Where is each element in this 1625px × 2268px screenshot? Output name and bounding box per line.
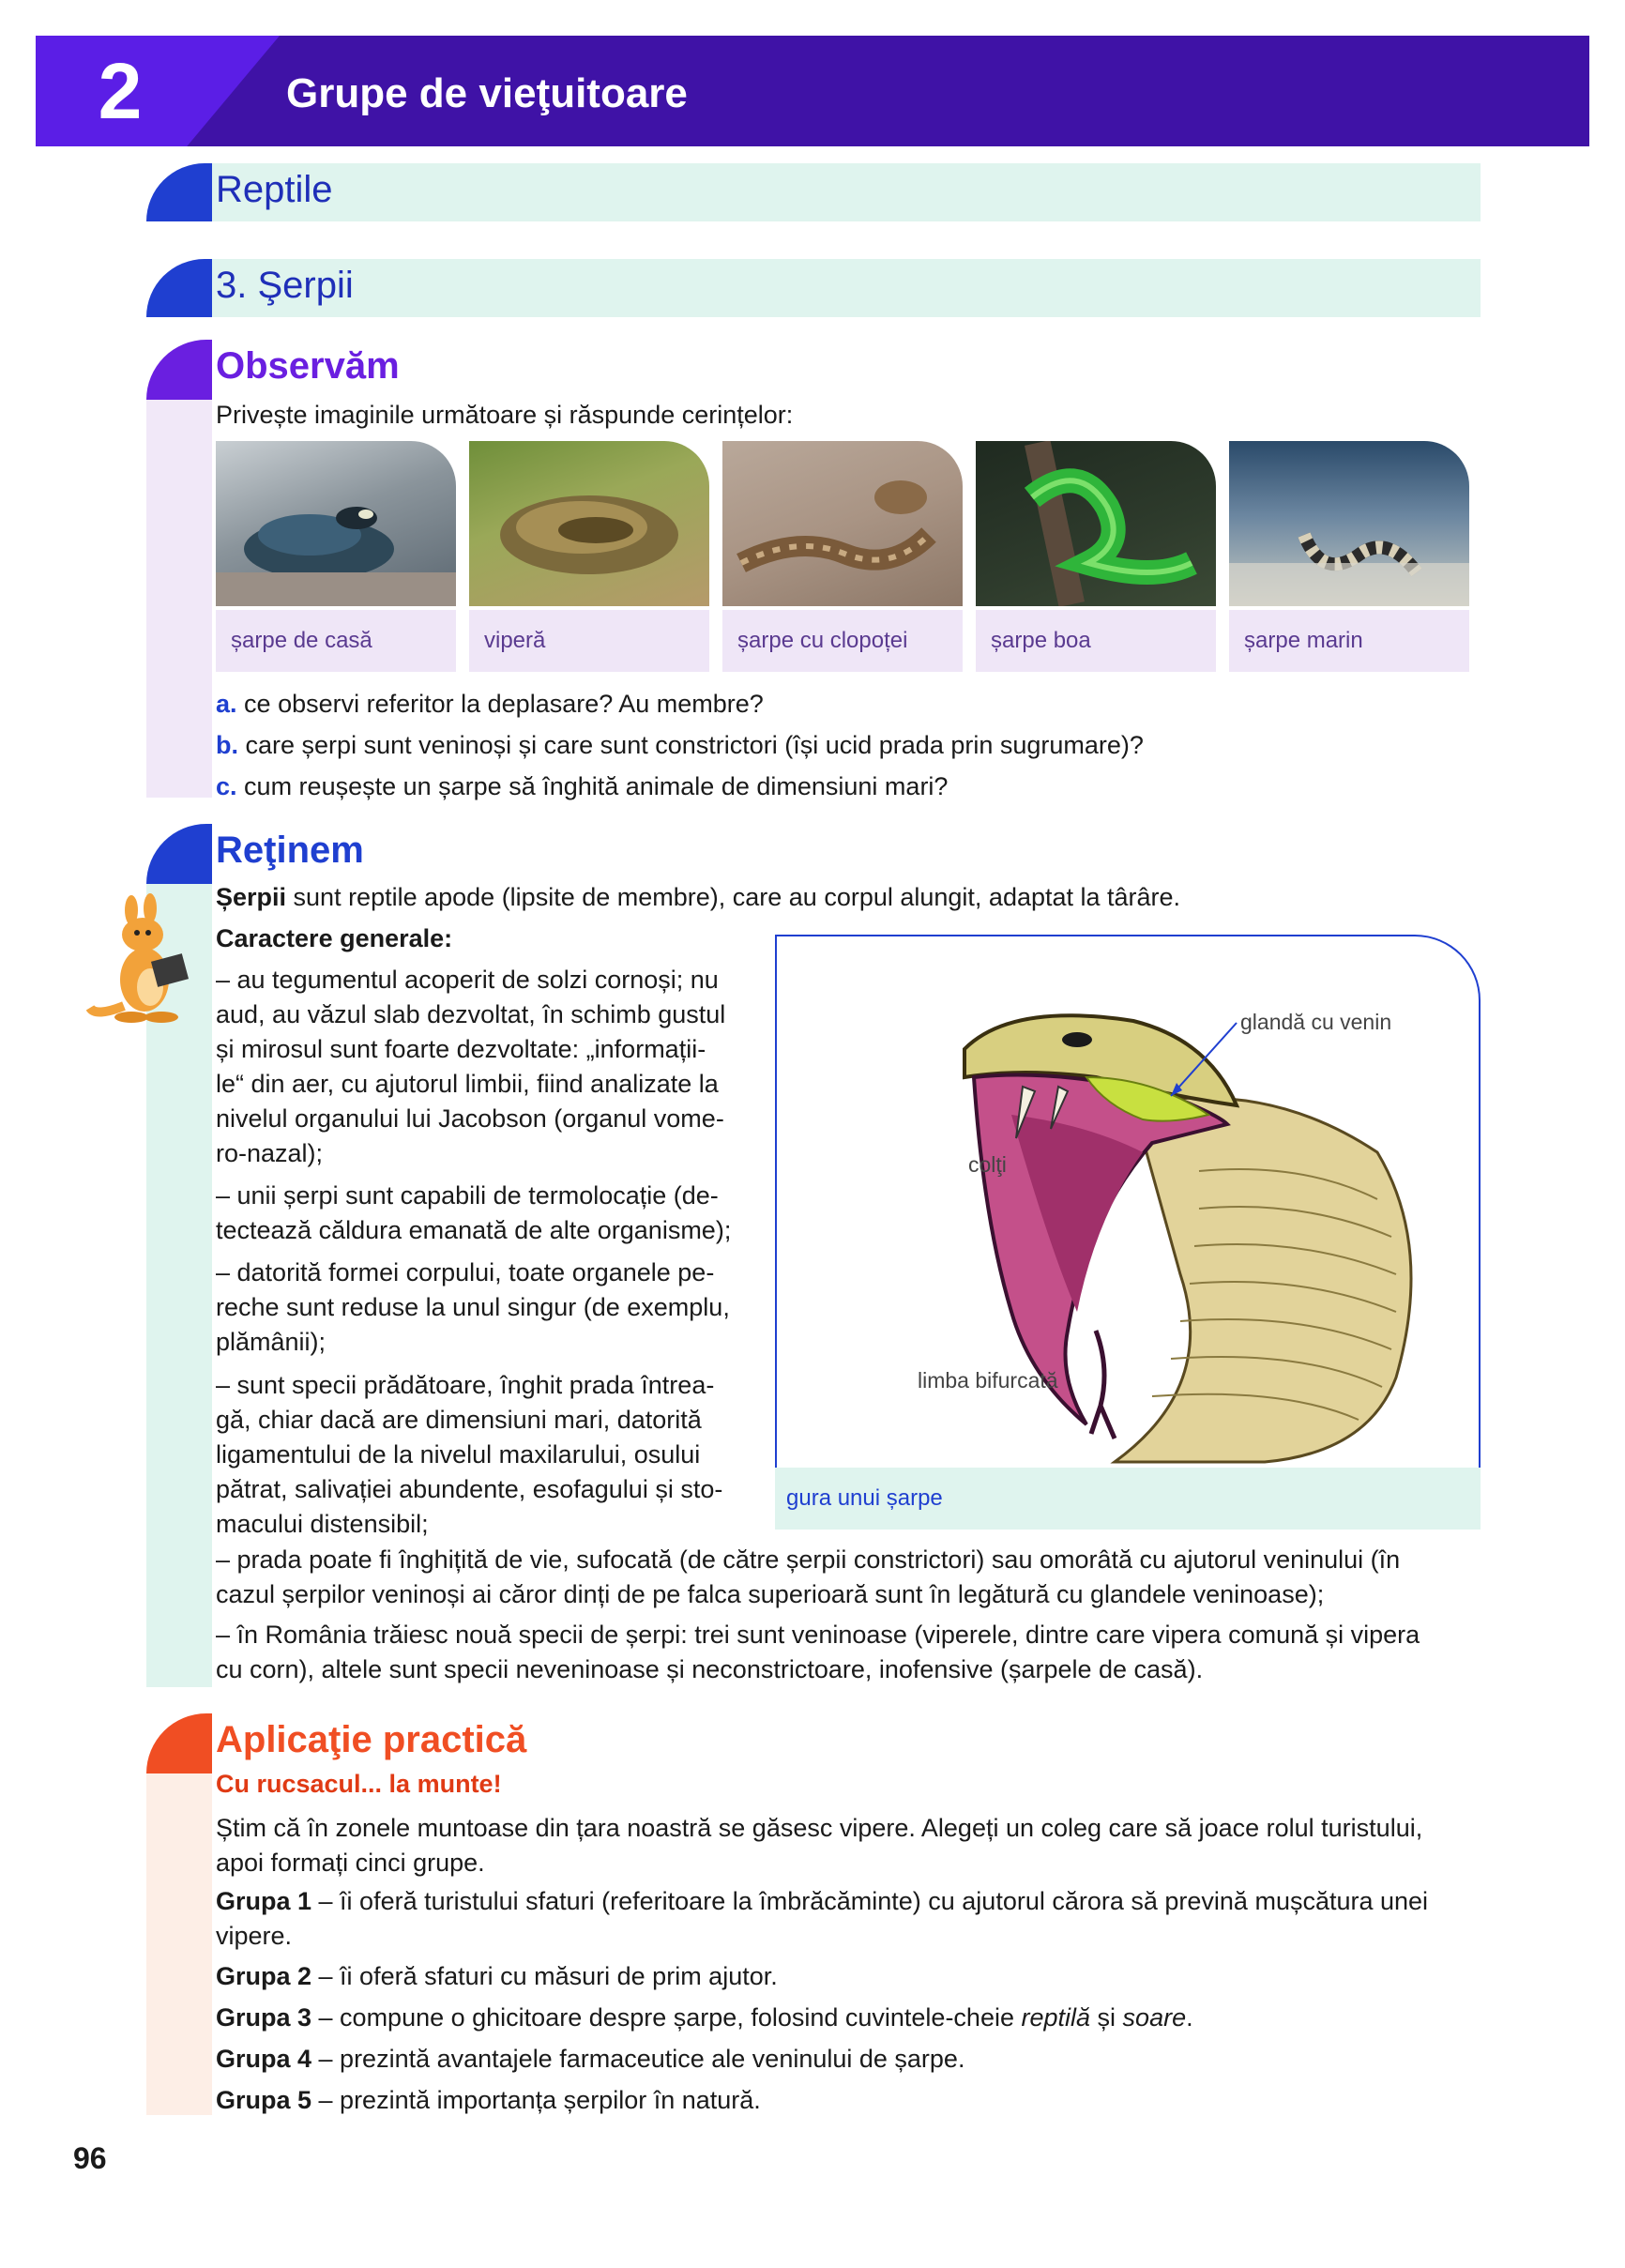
label-forked-tongue: limba bifurcată: [918, 1368, 1058, 1393]
chapter-title: Grupe de vieţuitoare: [286, 70, 688, 116]
group-5: [216, 2083, 761, 2118]
text-line: – au tegumentul acoperit de solzi cornoși; nu: [216, 966, 719, 994]
text-line: – în România trăiesc nouă specii de șerpi: trei sunt veninoase (viperele, dintre care vipera comună și vipera: [216, 1621, 1420, 1649]
observam-tab: [146, 340, 212, 400]
question-b: [216, 728, 1144, 763]
trait-paragraph-4: [216, 1368, 760, 1542]
label-fangs: colţi: [968, 1152, 1007, 1177]
question-text: ce observi referitor la deplasare? Au membre?: [244, 690, 764, 718]
text-line: cu corn), altele sunt specii neveninoase și neconstrictoare, inofensive (șarpele de casă).: [216, 1655, 1204, 1683]
group-label: Grupa 4: [216, 2045, 312, 2073]
text-line: – prezintă importanța șerpilor în natură.: [311, 2086, 761, 2114]
text-line: – prezintă avantajele farmaceutice ale veninului de șarpe.: [311, 2045, 965, 2073]
text-line: și: [1090, 2003, 1123, 2032]
caption-sarpe-de-casa: șarpe de casă: [216, 610, 456, 672]
rattlesnake-photo: [722, 441, 963, 606]
question-letter: b.: [216, 731, 238, 759]
text-line: – sunt specii prădătoare, înghit prada întrea-: [216, 1371, 715, 1399]
retinem-intro: [216, 880, 1180, 915]
trait-paragraph-6: [216, 1618, 1420, 1687]
text-line: aud, au văzul slab dezvoltat, în schimb gustul: [216, 1000, 726, 1028]
group-4: [216, 2042, 964, 2077]
question-text: cum reușește un șarpe să înghită animale de dimensiuni mari?: [244, 772, 949, 800]
text-line: nivelul organului lui Jacobson (organul vome-: [216, 1104, 724, 1133]
grass-snake-icon: [216, 441, 456, 606]
group-label: Grupa 5: [216, 2086, 312, 2114]
retinem-intro-term: Șerpii: [216, 883, 287, 911]
caption-sarpe-cu-clopotei: șarpe cu clopoței: [722, 610, 963, 672]
boa-photo: [976, 441, 1216, 606]
text-line: .: [1186, 2003, 1193, 2032]
rattlesnake-icon: [722, 441, 963, 606]
retinem-intro-text: sunt reptile apode (lipsite de membre), care au corpul alungit, adaptat la târâre.: [286, 883, 1181, 911]
group-1: [216, 1884, 1428, 1954]
caption-sarpe-marin: șarpe marin: [1229, 610, 1469, 672]
text-line: – prada poate fi înghițită de vie, sufocată (de către șerpii constrictori) sau omorâtă cu ajutorul veninului (în: [216, 1545, 1401, 1574]
group-label: Grupa 1: [216, 1887, 312, 1915]
text-line: cazul șerpilor veninoși ai căror dinți de pe falca superioară sunt în legătură cu glandele veninoase);: [216, 1580, 1325, 1608]
text-line: și mirosul sunt foarte dezvoltate: „informații-: [216, 1035, 706, 1063]
reptile-heading: Reptile: [216, 169, 333, 210]
viper-icon: [469, 441, 709, 606]
diagram-caption: gura unui șarpe: [786, 1485, 943, 1511]
aplicatie-title: Aplicaţie practică: [216, 1719, 527, 1760]
text-line: plămânii);: [216, 1328, 327, 1356]
reptile-tab: [146, 163, 212, 221]
text-line: ro-nazal);: [216, 1139, 324, 1167]
text-line: macului distensibil;: [216, 1510, 429, 1538]
aplicatie-subtitle: Cu rucsacul... la munte!: [216, 1770, 502, 1798]
text-line: – îi oferă turistului sfaturi (referitoare la îmbrăcăminte) cu ajutorul cărora să prevină mușcătura unei: [311, 1887, 1429, 1915]
text-line: apoi formați cinci grupe.: [216, 1849, 485, 1877]
question-text: care șerpi sunt veninoși și care sunt constrictori (își ucid prada prin sugrumare)?: [245, 731, 1144, 759]
text-line: tectează căldura emanată de alte organisme);: [216, 1216, 732, 1244]
text-line: le“ din aer, cu ajutorul limbii, fiind analizate la: [216, 1070, 719, 1098]
text-line: gă, chiar dacă are dimensiuni mari, datorită: [216, 1406, 702, 1434]
text-line: – îi oferă sfaturi cu măsuri de prim ajutor.: [311, 1962, 778, 1990]
keyword-soare: soare: [1122, 2003, 1187, 2032]
text-line: – compune o ghicitoare despre șarpe, folosind cuvintele-cheie: [311, 2003, 1022, 2032]
kangaroo-mascot-icon: [86, 886, 208, 1027]
text-line: pătrat, salivației abundente, esofagului și sto-: [216, 1475, 723, 1503]
caption-sarpe-boa: șarpe boa: [976, 610, 1216, 672]
sea-snake-icon: [1229, 441, 1469, 606]
text-line: vipere.: [216, 1922, 293, 1950]
grass-snake-photo: [216, 441, 456, 606]
caption-vipera: viperă: [469, 610, 709, 672]
group-label: Grupa 2: [216, 1962, 312, 1990]
group-2: [216, 1959, 778, 1994]
text-line: – datorită formei corpului, toate organele pe-: [216, 1258, 715, 1286]
text-line: – unii șerpi sunt capabili de termolocație (de-: [216, 1181, 719, 1210]
chapter-header: [36, 36, 1589, 146]
question-a: [216, 687, 764, 722]
label-venom-gland: glandă cu venin: [1240, 1010, 1392, 1034]
retinem-title: Reţinem: [216, 830, 364, 871]
keyword-reptila: reptilă: [1021, 2003, 1091, 2032]
question-c: [216, 769, 948, 804]
question-letter: c.: [216, 772, 237, 800]
chapter-number: 2: [98, 47, 143, 135]
text-line: Știm că în zonele muntoase din țara noastră se găsesc vipere. Alegeți un coleg care să joace rolul turistului,: [216, 1814, 1423, 1842]
observam-strip: [146, 400, 212, 798]
boa-icon: [976, 441, 1216, 606]
group-3: [216, 2001, 1193, 2035]
observam-title: Observăm: [216, 345, 400, 387]
text-line: reche sunt reduse la unul singur (de exemplu,: [216, 1293, 730, 1321]
sea-snake-photo: [1229, 441, 1469, 606]
group-label: Grupa 3: [216, 2003, 312, 2032]
retinem-subtitle: Caractere generale:: [216, 924, 453, 952]
page-number: 96: [73, 2141, 107, 2175]
serpii-heading: 3. Şerpii: [216, 265, 354, 306]
trait-paragraph-2: [216, 1179, 760, 1248]
trait-paragraph-3: [216, 1256, 760, 1360]
aplicatie-tab: [146, 1713, 212, 1773]
serpii-bar: [212, 259, 1481, 317]
observam-intro: Privește imaginile următoare și răspunde cerințelor:: [216, 401, 794, 429]
trait-paragraph-5: [216, 1543, 1400, 1612]
retinem-tab: [146, 824, 212, 884]
trait-paragraph-1: [216, 963, 760, 1171]
reptile-bar: [212, 163, 1481, 221]
text-line: ligamentului de la nivelul maxilarului, osului: [216, 1440, 701, 1469]
question-letter: a.: [216, 690, 237, 718]
aplicatie-intro: [216, 1811, 1422, 1880]
viper-photo: [469, 441, 709, 606]
aplicatie-strip: [146, 1773, 212, 2115]
serpii-tab: [146, 259, 212, 317]
